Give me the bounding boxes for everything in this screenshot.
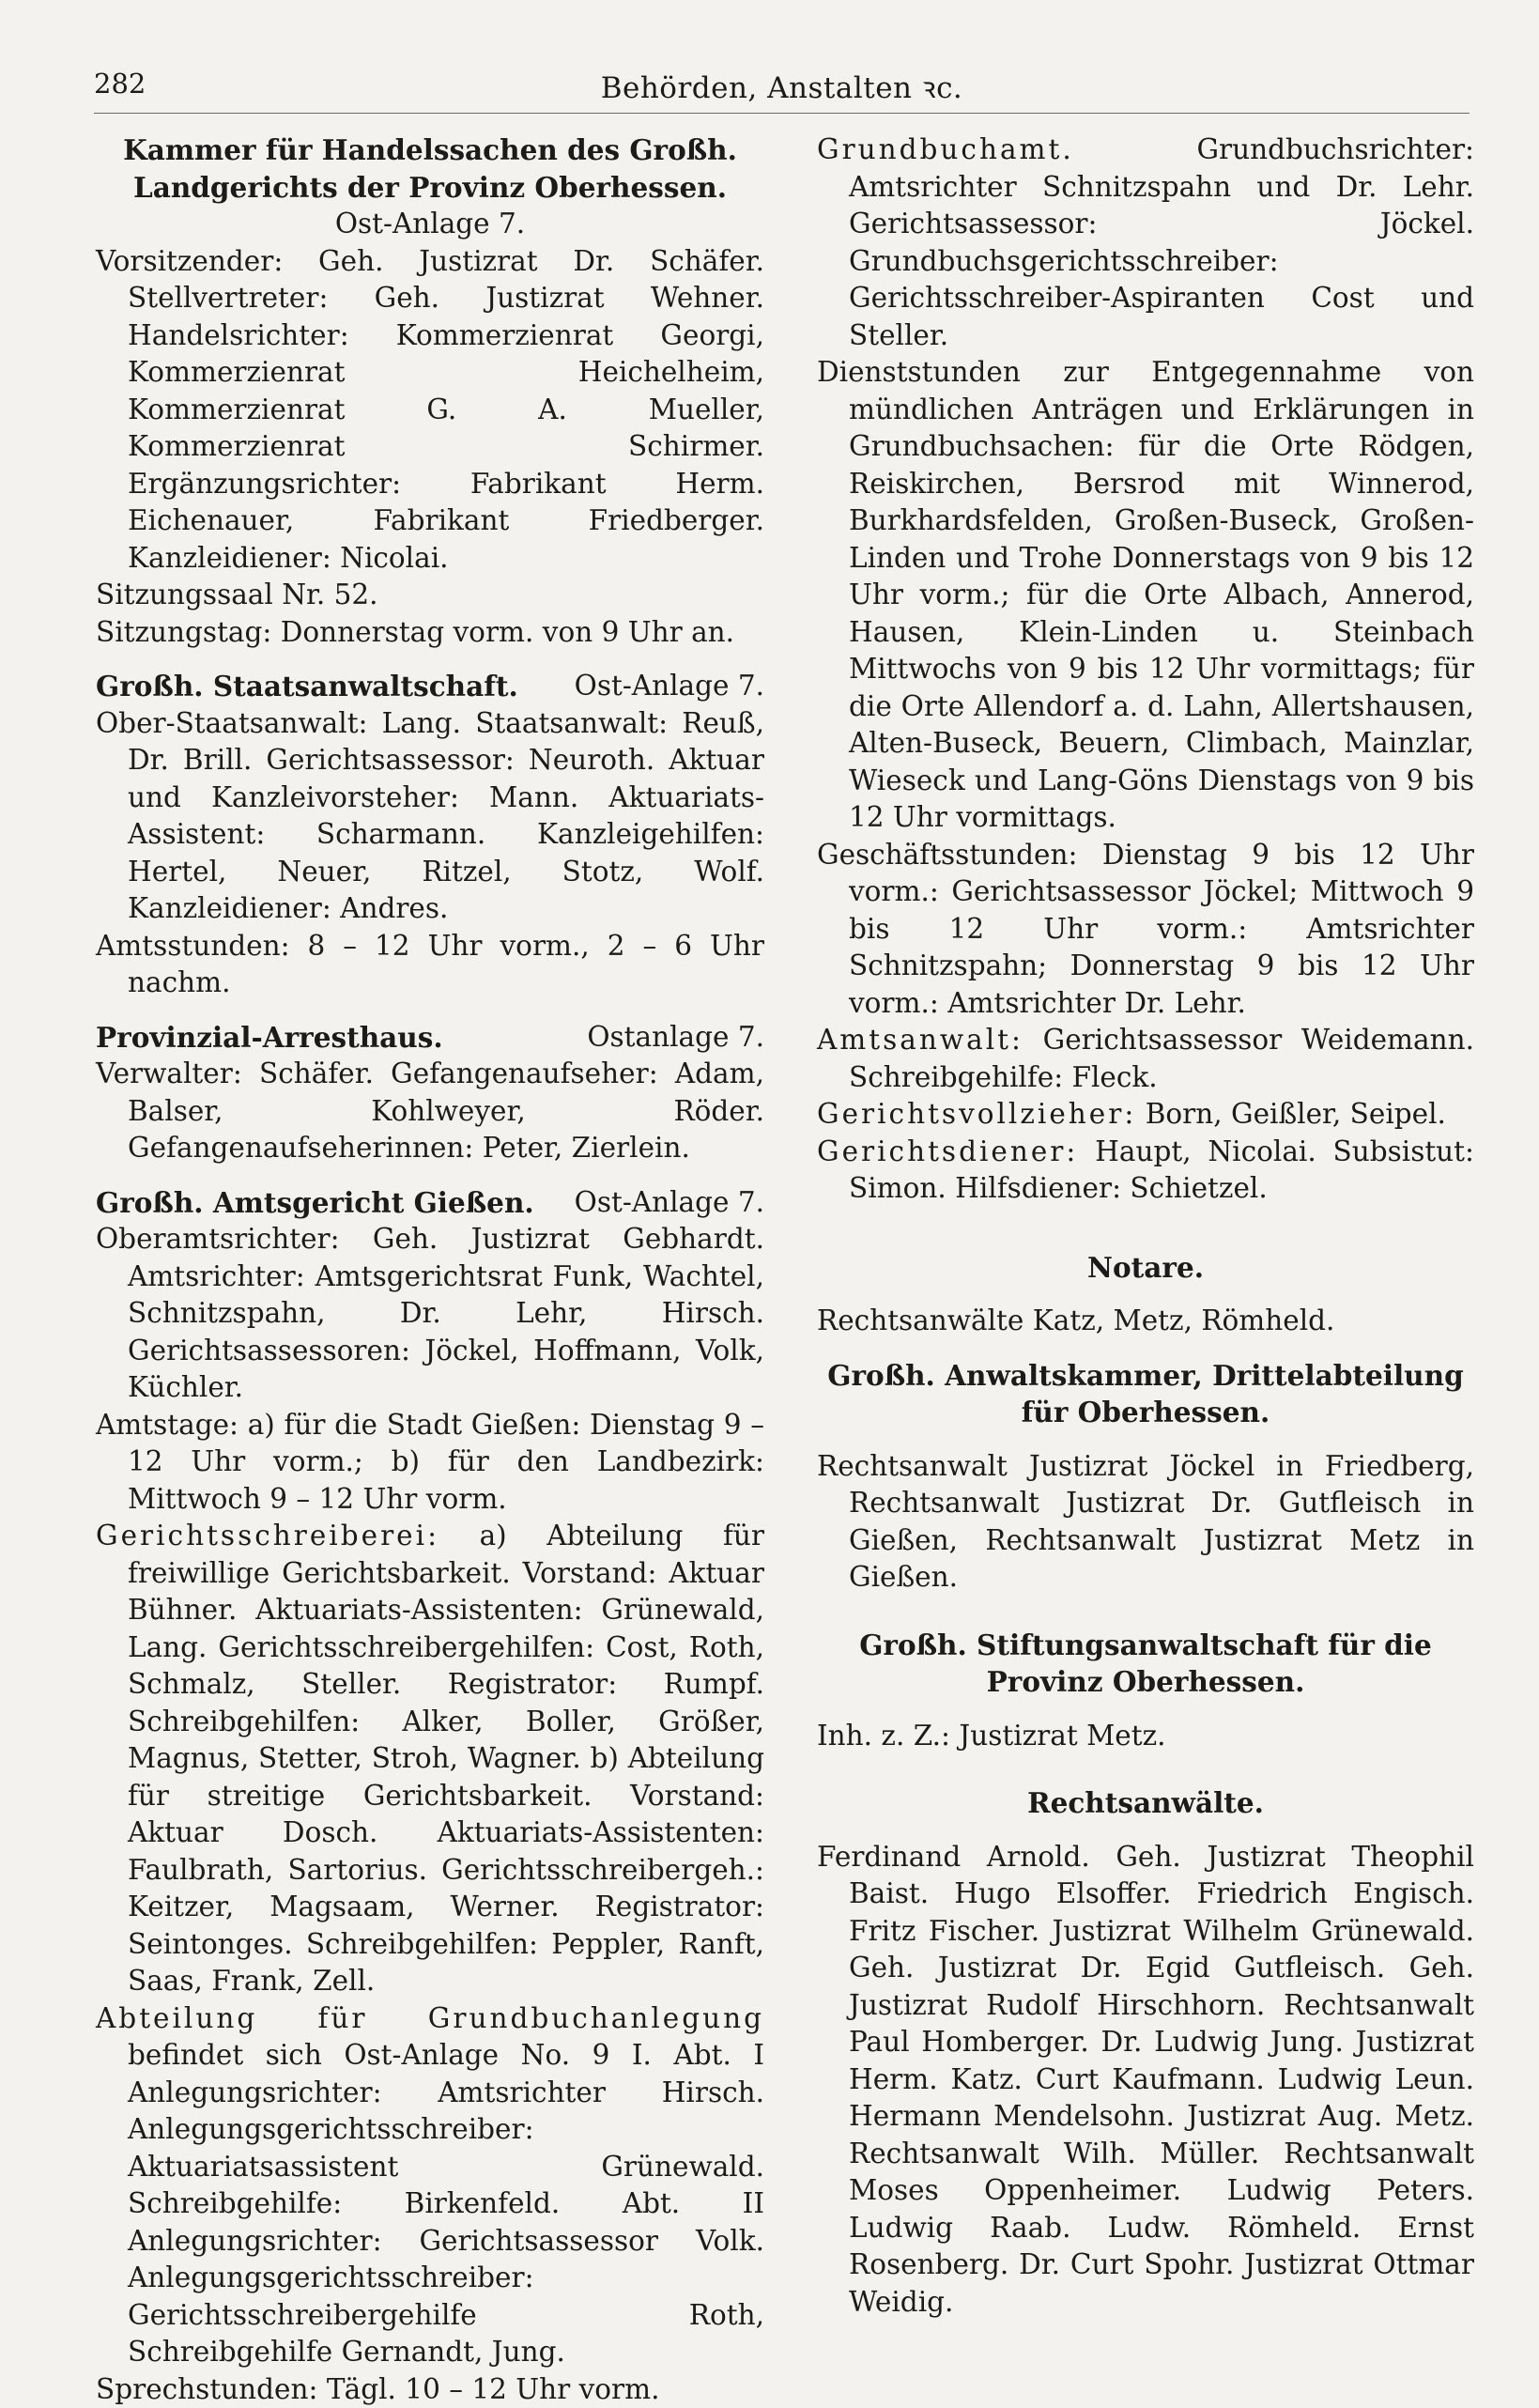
geschaeftsstunden: Geschäftsstunden: Dienstag 9 bis 12 Uhr vorm.: Gerichtsassessor Jöckel; Mittwoch 9 bis 12 Uhr vorm.: Amtsrichter Schnitzspahn; Donnerstag 9 bis 12 Uhr vorm.: Amtsrichter Dr. Lehr. [817,837,1474,1023]
spacer [817,1597,1474,1627]
diener-text: Haupt, Nicolai. Subsistut: Simon. Hilfsdiener: Schietzel. [849,1135,1474,1205]
spacer [817,1431,1474,1448]
anwaltskammer-title-1: Großh. Anwaltskammer, Drittelabteilung [817,1357,1474,1395]
kammer-body: Vorsitzender: Geh. Justizrat Dr. Schäfer. Stellvertreter: Geh. Justizrat Wehner. Handelsrichter: Kommerzienrat Georgi, Kommerzienrat Heichelheim, Kommerzienrat G. A. Mueller, Kommerzienrat Schirmer. Ergänzungsrichter: Fabrikant Herm. Eichenauer, Fabrikant Friedberger. Kanzleidiener: Nicolai. [96,243,764,578]
notare-text: Rechtsanwälte Katz, Metz, Römheld. [817,1303,1474,1340]
vollzieher-text: Born, Geißler, Seipel. [1146,1098,1446,1130]
grundbuchamt-label: Grundbuchamt. [817,133,1074,165]
header-rule [94,113,1470,114]
staatsanwaltschaft-body: Ober-Staatsanwalt: Lang. Staatsanwalt: Reuß, Dr. Brill. Gerichtsassessor: Neuroth. Aktuar und Kanzleivorsteher: Mann. Aktuariats-Assistent: Scharmann. Kanzleigehilfen: Hertel, Neuer, Ritzel, Stotz, Wolf. Kanzleidiener: Andres. [96,705,764,928]
anwaltskammer-text: Rechtsanwalt Justizrat Jöckel in Friedberg, Rechtsanwalt Justizrat Dr. Gutfleisch in Gießen, Rechtsanwalt Justizrat Metz in Gießen. [817,1448,1474,1597]
anwaltskammer-title-2: für Oberhessen. [817,1394,1474,1431]
gerichtsvollzieher [817,1096,1474,1134]
grundbuch-label: Abteilung für Grundbuchanlegung [96,2002,764,2034]
arresthaus-address: Ostanlage 7. [587,1019,764,1057]
kammer-tag: Sitzungstag: Donnerstag vorm. von 9 Uhr an. [96,614,764,652]
stiftung-title-2: Provinz Oberhessen. [817,1663,1474,1701]
notare-title: Notare. [817,1249,1474,1287]
diener-label: Gerichtsdiener: [817,1135,1078,1167]
amtsgericht-title: Großh. Amtsgericht Gießen. [96,1184,534,1222]
staatsanwaltschaft-heading [96,668,764,705]
spacer [817,1754,1474,1784]
grundbuch-text: befindet sich Ost-Anlage No. 9 I. Abt. I Anlegungsrichter: Amtsrichter Hirsch. Anlegungsgerichtsschreiber: Aktuariatsassistent Grünewald. Schreibgehilfe: Birkenfeld. Abt. II Anlegungsrichter: Gerichtsassessor Volk. Anlegungsgerichtsschreiber: Gerichtsschreibergehilfe Roth, Schreibgehilfe Gernandt, Jung. [128,2039,764,2368]
page-number: 282 [94,68,146,100]
grundbuchamt [817,131,1474,354]
page-header [94,64,1470,111]
vollzieher-label: Gerichtsvollzieher: [817,1098,1136,1130]
spacer [817,1208,1474,1249]
arresthaus-heading [96,1019,764,1057]
arresthaus-title: Provinzial-Arresthaus. [96,1019,443,1057]
staatsanwaltschaft-hours: Amtsstunden: 8 – 12 Uhr vorm., 2 – 6 Uhr nachm. [96,928,764,1002]
kammer-address: Ost-Anlage 7. [96,206,764,243]
stiftung-title-1: Großh. Stiftungsanwaltschaft für die [817,1627,1474,1664]
spacer [817,1822,1474,1839]
amtsgericht-heading [96,1184,764,1222]
right-column [817,131,1474,2321]
schreiberei-label: Gerichtsschreiberei: [96,1520,439,1551]
spacer [817,1340,1474,1357]
amtsgericht-amtstage: Amtstage: a) für die Stadt Gießen: Dienstag 9 – 12 Uhr vorm.; b) für den Landbezirk: Mittwoch 9 – 12 Uhr vorm. [96,1407,764,1519]
left-column [96,131,764,2408]
amtsanwalt-text: Gerichtsassessor Weidemann. Schreibgehilfe: Fleck. [849,1024,1474,1093]
spacer [817,1701,1474,1718]
staatsanwaltschaft-title: Großh. Staatsanwaltschaft. [96,668,518,705]
spacer [96,1002,764,1019]
rechtsanwaelte-title: Rechtsanwälte. [817,1784,1474,1822]
kammer-title-1: Kammer für Handelssachen des Großh. [96,131,764,169]
schreiberei-text: a) Abteilung für freiwillige Gerichtsbarkeit. Vorstand: Aktuar Bühner. Aktuariats-Assistenten: Grünewald, Lang. Gerichtsschreibergehilfen: Cost, Roth, Schmalz, Steller. Registrator: Rumpf. Schreibgehilfen: Alker, Boller, Größer, Magnus, Stetter, Stroh, Wagner. b) Abteilung für streitige Gerichtsbarkeit. Vorstand: Aktuar Dosch. Aktuariats-Assistenten: Faulbrath, Sartorius. Gerichtsschreibergeh.: Keitzer, Magsaam, Werner. Registrator: Seintonges. Schreibgehilfen: Peppler, Ranft, Saas, Frank, Zell. [128,1520,764,1997]
amtsgericht-richter: Oberamtsrichter: Geh. Justizrat Gebhardt. Amtsrichter: Amtsgerichtsrat Funk, Wachtel, Schnitzspahn, Dr. Lehr, Hirsch. Gerichtsassessoren: Jöckel, Hoffmann, Volk, Küchler. [96,1221,764,1407]
amtsgericht-sprechstunden: Sprechstunden: Tägl. 10 – 12 Uhr vorm. [96,2371,764,2408]
amtsanwalt [817,1022,1474,1096]
arresthaus-body: Verwalter: Schäfer. Gefangenaufseher: Adam, Balser, Kohlweyer, Röder. Gefangenaufseherinnen: Peter, Zierlein. [96,1056,764,1167]
dienststunden: Dienststunden zur Entgegennahme von mündlichen Anträgen und Erklärungen in Grundbuchsachen: für die Orte Rödgen, Reiskirchen, Bersrod mit Winnerod, Burkhardsfelden, Großen-Buseck, Großen-Linden und Trohe Donnerstags von 9 bis 12 Uhr vorm.; für die Orte Albach, Annerod, Hausen, Klein-Linden u. Steinbach Mittwochs von 9 bis 12 Uhr vormittags; für die Orte Allendorf a. d. Lahn, Allertshausen, Alten-Buseck, Beuern, Climbach, Mainzlar, Wieseck und Lang-Göns Dienstags von 9 bis 12 Uhr vormittags. [817,354,1474,837]
gerichtsdiener [817,1134,1474,1208]
rechtsanwaelte-text: Ferdinand Arnold. Geh. Justizrat Theophil Baist. Hugo Elsoffer. Friedrich Engisch. Fritz Fischer. Justizrat Wilhelm Grünewald. Geh. Justizrat Dr. Egid Gutfleisch. Geh. Justizrat Rudolf Hirschhorn. Rechtsanwalt Paul Homberger. Dr. Ludwig Jung. Justizrat Herm. Katz. Curt Kaufmann. Ludwig Leun. Hermann Mendelsohn. Justizrat Aug. Metz. Rechtsanwalt Wilh. Müller. Rechtsanwalt Moses Oppenheimer. Ludwig Peters. Ludwig Raab. Ludw. Römheld. Ernst Rosenberg. Dr. Curt Spohr. Justizrat Ottmar Weidig. [817,1839,1474,2322]
staatsanwaltschaft-address: Ost-Anlage 7. [575,668,764,705]
spacer [96,1167,764,1184]
kammer-title-2: Landgerichts der Provinz Oberhessen. [96,169,764,207]
amtsanwalt-label: Amtsanwalt: [817,1024,1023,1056]
amtsgericht-schreiberei [96,1518,764,2000]
spacer [96,651,764,668]
running-title: Behörden, Anstalten ꝛc. [94,68,1470,107]
amtsgericht-address: Ost-Anlage 7. [575,1184,764,1222]
stiftung-text: Inh. z. Z.: Justizrat Metz. [817,1718,1474,1755]
grundbuchamt-text: Grundbuchsrichter: Amtsrichter Schnitzspahn und Dr. Lehr. Gerichtsassessor: Jöckel. Grundbuchsgerichtsschreiber: Gerichtsschreiber-Aspiranten Cost und Steller. [849,133,1474,351]
spacer [817,1286,1474,1303]
amtsgericht-grundbuch [96,2000,764,2371]
kammer-saal: Sitzungssaal Nr. 52. [96,577,764,614]
